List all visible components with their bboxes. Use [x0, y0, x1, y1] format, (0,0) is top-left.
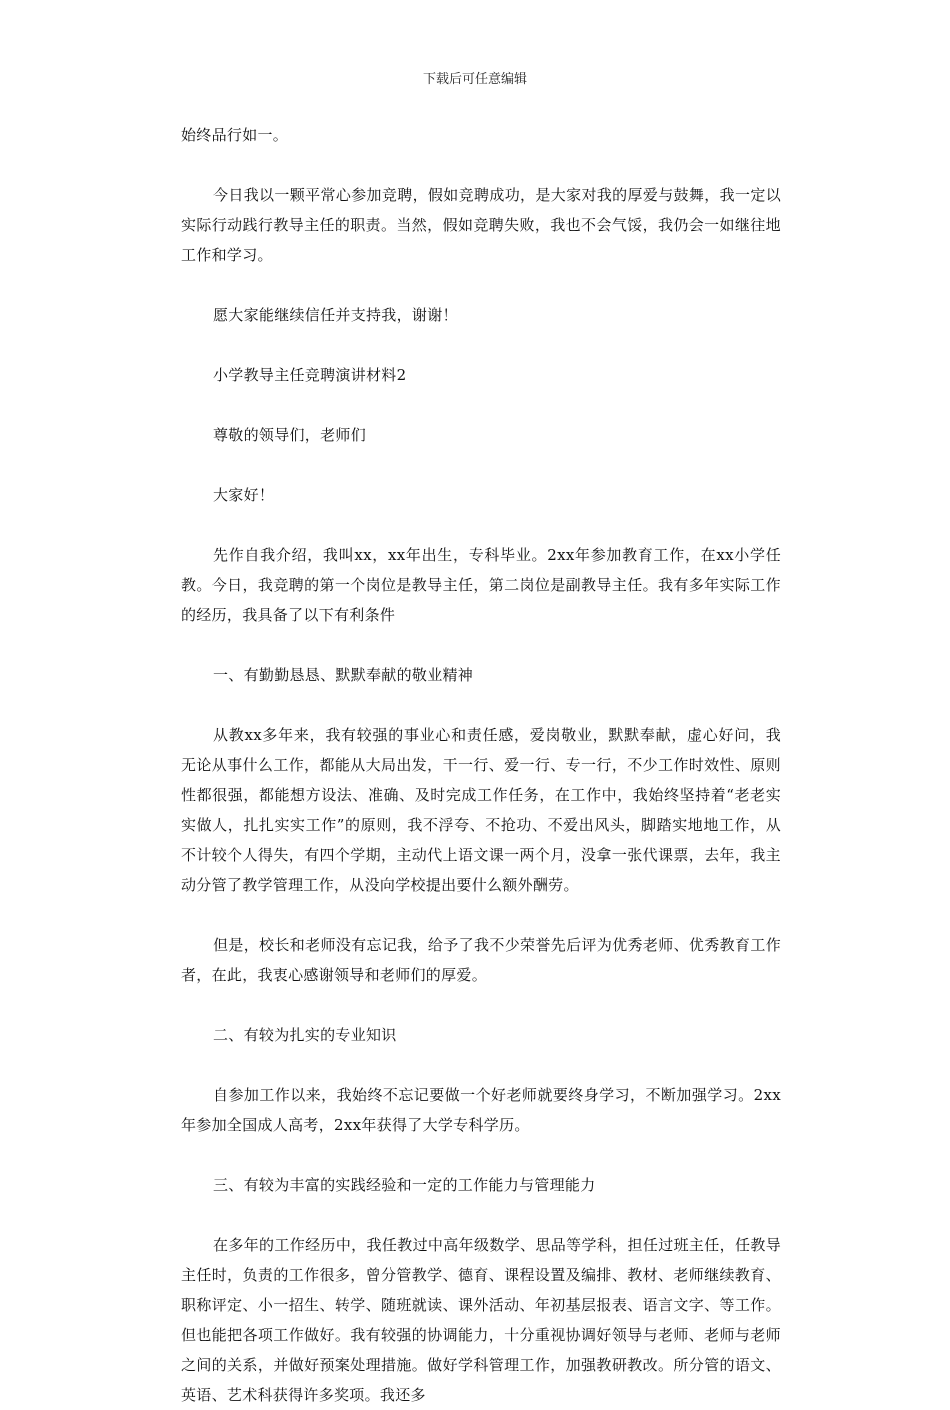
paragraph: 自参加工作以来，我始终不忘记要做一个好老师就要终身学习，不断加强学习。2xx年参加全国成人高考，2xx年获得了大学专科学历。	[181, 1086, 781, 1134]
section-heading: 三、有较为丰富的实践经验和一定的工作能力与管理能力	[213, 1176, 596, 1194]
greeting: 大家好！	[213, 486, 275, 504]
paragraph: 但是，校长和老师没有忘记我，给予了我不少荣誉先后评为优秀老师、优秀教育工作者，在此，我衷心感谢领导和老师们的厚爱。	[181, 936, 781, 984]
section-heading: 一、有勤勤恳恳、默默奉献的敬业精神	[213, 666, 474, 684]
paragraph: 今日我以一颗平常心参加竞聘，假如竞聘成功，是大家对我的厚爱与鼓舞，我一定以实际行动践行教导主任的职责。当然，假如竞聘失败，我也不会气馁，我仍会一如继往地工作和学习。	[181, 186, 781, 264]
paragraph: 在多年的工作经历中，我任教过中高年级数学、思品等学科，担任过班主任，任教导主任时，负责的工作很多，曾分管教学、德育、课程设置及编排、教材、老师继续教育、职称评定、小一招生、转学、随班就读、课外活动、年初基层报表、语言文字、等工作。但也能把各项工作做好。我有较强的协调能力，十分重视协调好领导与老师、老师与老师之间的关系，并做好预案处理措施。做好学科管理工作，加强教研教改。所分管的语文、英语、艺术科获得许多奖项。我还多	[181, 1236, 781, 1404]
document-body	[181, 120, 781, 1410]
paragraph: 先作自我介绍，我叫xx，xx年出生，专科毕业。2xx年参加教育工作，在xx小学任教。今日，我竞聘的第一个岗位是教导主任，第二岗位是副教导主任。我有多年实际工作的经历，我具备了以下有利条件	[181, 546, 781, 624]
paragraph: 愿大家能继续信任并支持我，谢谢！	[213, 306, 458, 324]
page-header: 下载后可任意编辑	[422, 72, 527, 87]
section-heading: 二、有较为扎实的专业知识	[213, 1026, 397, 1044]
section-title: 小学教导主任竞聘演讲材料2	[213, 366, 407, 384]
salutation: 尊敬的领导们，老师们	[213, 426, 367, 444]
paragraph: 从教xx多年来，我有较强的事业心和责任感，爱岗敬业，默默奉献，虚心好问，我无论从事什么工作，都能从大局出发，干一行、爱一行、专一行，不少工作时效性、原则性都很强，都能想方设法、准确、及时完成工作任务，在工作中，我始终坚持着“老老实实做人，扎扎实实工作”的原则，我不浮夸、不抢功、不爱出风头，脚踏实地地工作，从不计较个人得失，有四个学期，主动代上语文课一两个月，没拿一张代课票，去年，我主动分管了教学管理工作，从没向学校提出要什么额外酬劳。	[181, 726, 781, 894]
paragraph: 始终品行如一。	[181, 126, 289, 144]
